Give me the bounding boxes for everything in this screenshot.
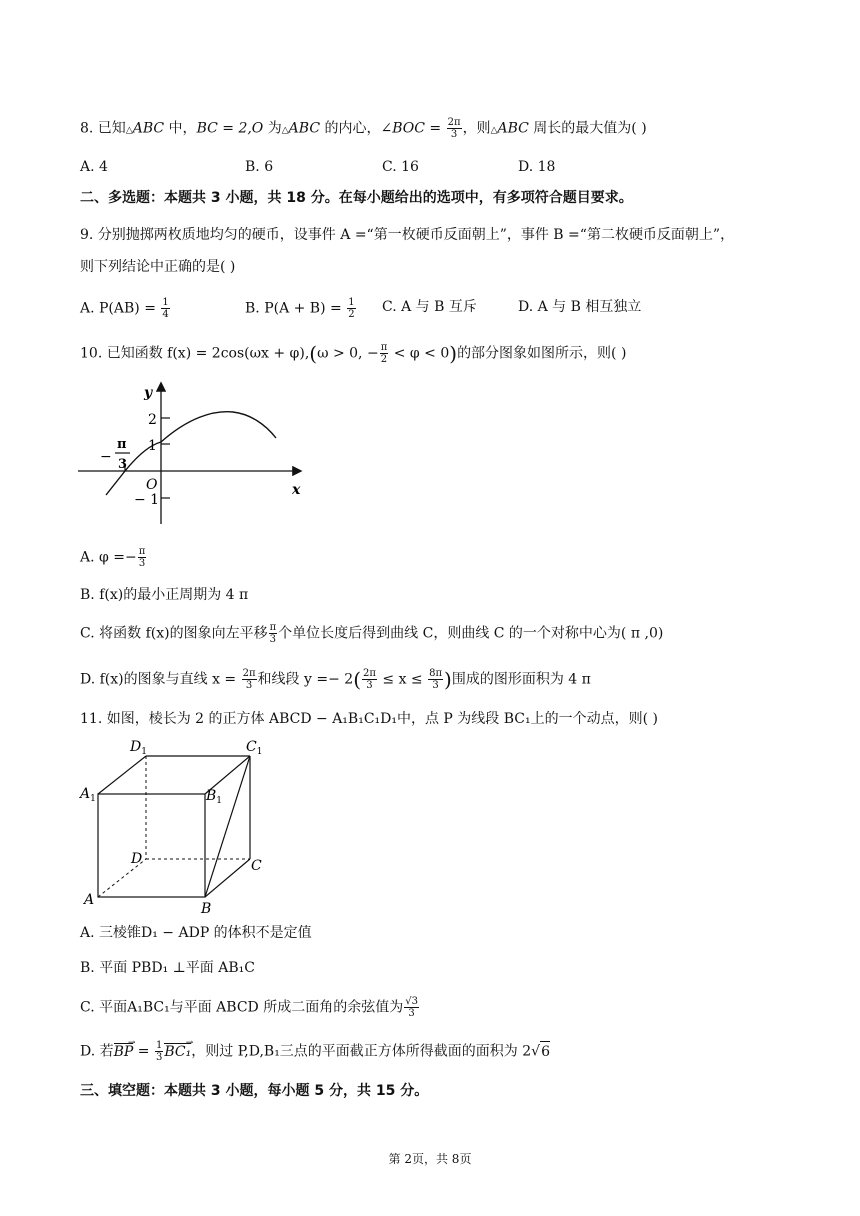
q10-stem: 10. 已知函数 f(x) = 2cos(ωx + φ),(ω > 0, − $\frac{\pi}{2}$ < φ < 0)的部分图象如图所示，则( ) (80, 341, 627, 366)
q10-option-c: C. 将函数 f(x)的图象向左平移 $\frac{\pi}{3}$ 个单位长度后得到曲线 C，则曲线 C 的一个对称中心为( π ,0) (80, 622, 664, 645)
q8-option-b: B. 6 (245, 159, 274, 175)
q9-option-a: A. P(AB) = $\frac{1}{4}$ (80, 297, 169, 320)
cube-front-face (98, 794, 205, 897)
q11-cube-figure (78, 736, 278, 916)
origin-label: O (146, 477, 158, 493)
q9-option-d: D. A 与 B 相互独立 (518, 299, 642, 315)
q8-option-d: D. 18 (518, 159, 556, 175)
segment-bc1 (205, 756, 250, 897)
q11-option-b: B. 平面 PBD₁ ⊥平面 AB₁C (80, 960, 255, 976)
tick-label-minus: − (100, 449, 112, 465)
q9-stem-line2: 则下列结论中正确的是( ) (80, 259, 236, 275)
tick-label-1: 1 (148, 438, 157, 454)
label-a: A (84, 892, 95, 908)
label-b1: $B_1$ (206, 788, 223, 806)
y-axis-label: y (144, 385, 153, 401)
tick-label-minus-1: − 1 (134, 492, 160, 508)
label-d: D (131, 851, 143, 867)
tick-label-2: 2 (148, 412, 157, 428)
q9-stem-line1: 9. 分别抛掷两枚质地均匀的硬币，设事件 A =“第一枚硬币反面朝上”，事件 B =“第二枚硬币反面朝上”， (80, 227, 735, 243)
label-d1: $D_1$ (130, 739, 147, 757)
section-3-heading: 三、填空题：本题共 3 小题，每小题 5 分，共 15 分。 (80, 1083, 429, 1099)
q10-option-b: B. f(x)的最小正周期为 4 π (80, 587, 249, 603)
q11-stem: 11. 如图，棱长为 2 的正方体 ABCD − A₁B₁C₁D₁中，点 P 为线段 BC₁上的一个动点，则( ) (80, 711, 658, 727)
q11-option-a: A. 三棱锥D₁ − ADP 的体积不是定值 (80, 925, 312, 941)
q10-option-d: D. f(x)的图象与直线 x = $\frac{2\pi}{3}$ 和线段 y =− 2( $\frac{2\pi}{3}$ ≤ x ≤ $\frac{8\pi}{3}$ )围成的图形面积为 4 π (80, 667, 591, 692)
q9-option-c: C. A 与 B 互斥 (382, 299, 477, 315)
label-a1: $A_1$ (80, 786, 96, 804)
label-c1: $C_1$ (246, 739, 263, 757)
section-2-heading: 二、多选题：本题共 3 小题，共 18 分。在每小题给出的选项中，有多项符合题目要求。 (80, 190, 633, 206)
q8-fraction: $\frac{2\pi}{3}$ (447, 117, 461, 140)
label-c: C (251, 858, 262, 874)
label-b: B (201, 901, 212, 916)
q11-option-c: C. 平面A₁BC₁与平面 ABCD 所成二面角的余弦值为 $\frac{√3}{3}$ (80, 996, 418, 1019)
tick-label-3: 3 (118, 457, 128, 472)
q9-option-b: B. P(A + B) = $\frac{1}{2}$ (245, 297, 355, 320)
page-footer: 第 2页，共 8页 (388, 1152, 472, 1166)
q8-stem: 8. 已知△ABC 中，BC = 2,O 为△ABC 的内心，∠BOC = $\frac{2\pi}{3}$ ，则△ABC 周长的最大值为( ) (80, 117, 647, 140)
q8-option-a: A. 4 (80, 159, 108, 175)
q8-option-c: C. 16 (382, 159, 419, 175)
q10-function-graph (78, 378, 308, 526)
cosine-curve (106, 412, 276, 495)
x-axis-label: x (292, 482, 301, 498)
q10-option-a: A. φ =− $\frac{\pi}{3}$ (80, 546, 146, 569)
q11-option-d: D. 若BP → = $\frac{1}{3}$ BC₁ →，则过 P,D,B₁三点的平面截正方体所得截面的面积为 2√6 (80, 1040, 550, 1063)
tick-label-pi: π (117, 437, 127, 452)
